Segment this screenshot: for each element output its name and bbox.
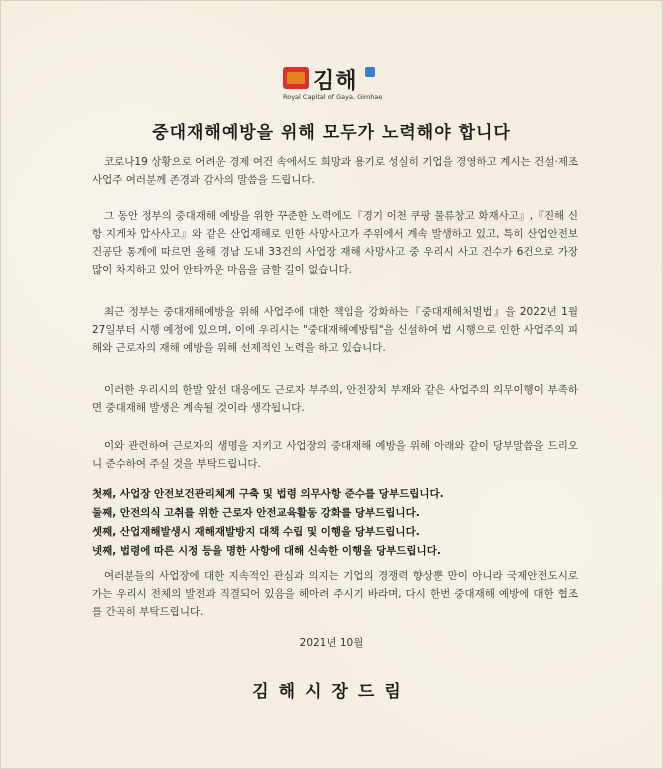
letter-date: 2021년 10월 (299, 637, 364, 649)
gimhae-logo (273, 67, 393, 107)
signature: 김해시장드림 (252, 682, 411, 702)
paragraph-concern: 이러한 우리시의 한발 앞선 대응에도 근로자 부주의, 안전장치 부재와 같은 사업주의 의무이행이 부족하면 중대재해 발생은 계속될 것이라 생각됩니다. (92, 384, 578, 414)
request-item-1: 첫째, 사업장 안전보건관리체계 구축 및 법령 의무사항 준수를 당부드립니다. (92, 488, 444, 500)
paragraph-closing: 여러분들의 사업장에 대한 지속적인 관심과 의지는 기업의 경쟁력 향상뿐 만이 아니라 국제안전도시로 가는 우리시 전체의 발전과 직결되어 있음을 헤아려 주시기 바라며, 다시 한번 중대재해 예방에 대한 협조를 간곡히 부탁드립니다. (92, 570, 578, 618)
gaya-emblem-icon (283, 67, 309, 89)
paragraph-law: 최근 정부는 중대재해예방을 위해 사업주에 대한 책임을 강화하는『중대재해처벌법』을 2022년 1월 27일부터 시행 예정에 있으며, 이에 우리시는 "중대재해예방팀"을 신설하여 법 시행으로 인한 사업주의 피해와 근로자의 재해 예방을 위해 선제적인 노력을 하고 있습니다. (92, 306, 578, 354)
request-item-2: 둘째, 안전의식 고취를 위한 근로자 안전교육활동 강화를 당부드립니다. (92, 507, 420, 519)
page-title: 중대재해예방을 위해 모두가 노력해야 합니다 (152, 123, 511, 143)
request-list (92, 485, 578, 561)
crown-badge-icon (365, 67, 375, 77)
logo-name: 김해 (313, 68, 358, 94)
request-item-3: 셋째, 산업재해발생시 재해재발방지 대책 수립 및 이행을 당부드립니다. (92, 526, 420, 538)
request-item-4: 넷째, 법령에 따른 시정 등을 명한 사항에 대해 신속한 이행을 당부드립니다. (92, 545, 441, 557)
paragraph-request-intro: 이와 관련하여 근로자의 생명을 지키고 사업장의 중대재해 예방을 위해 아래와 같이 당부말씀을 드리오니 준수하여 주실 것을 부탁드립니다. (92, 440, 578, 470)
logo-subtitle: Royal Capital of Gaya, Gimhae (283, 93, 383, 101)
paragraph-greeting: 코로나19 상황으로 어려운 경제 여건 속에서도 희망과 용기로 성실히 기업을 경영하고 계시는 건설·제조 사업주 여러분께 존경과 감사의 말씀을 드립니다. (92, 156, 578, 186)
paragraph-background: 그 동안 정부의 중대재해 예방을 위한 꾸준한 노력에도『경기 이천 쿠팡 물류창고 화재사고』,『진해 신항 지게차 압사사고』와 같은 산업재해로 인한 사망사고가 주위에서 계속 발생하고 있고, 특히 산업안전보건공단 통계에 따르면 올해 경남 도내 33건의 사업장 재해 사망사고 중 우리시 사고 건수가 6건으로 가장 많이 차지하고 있어 안타까운 마음을 금할 길이 없습니다. (92, 210, 578, 276)
